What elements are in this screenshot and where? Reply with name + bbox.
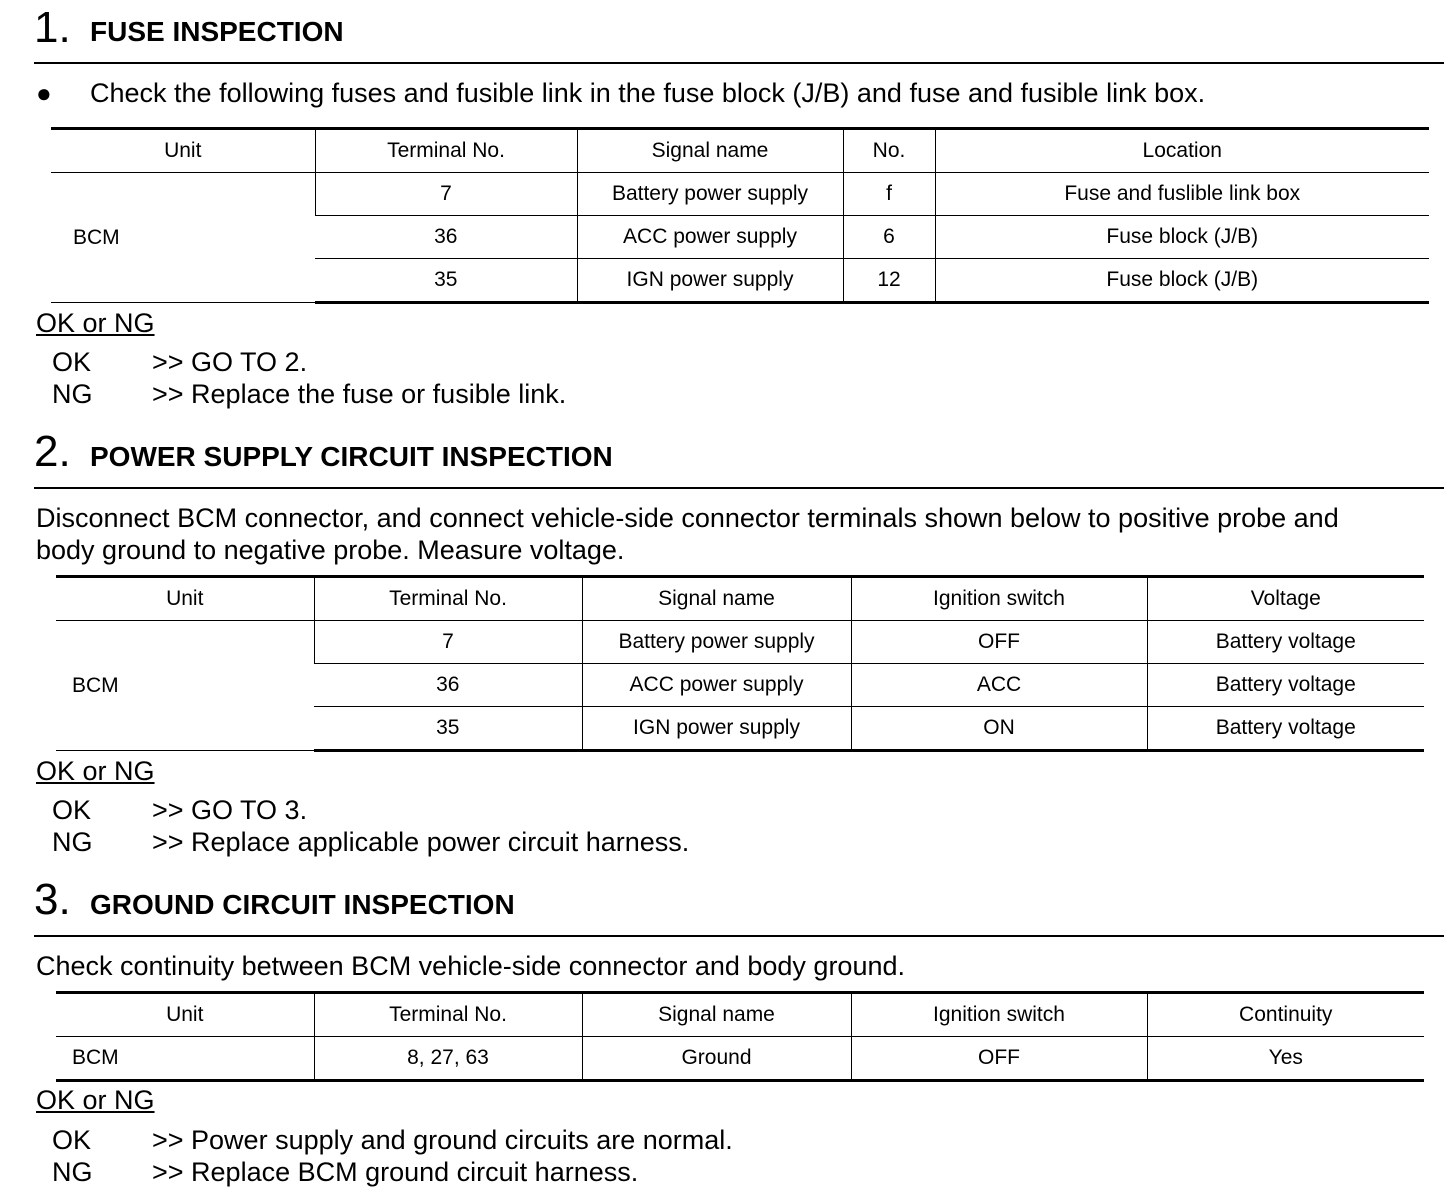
unit-cell: BCM	[51, 173, 315, 303]
header-cell: Continuity	[1147, 993, 1424, 1037]
table-cell: 35	[314, 707, 582, 751]
table-cell: 36	[315, 216, 577, 259]
result-ng-row	[52, 378, 566, 410]
result-key: OK	[52, 1125, 92, 1155]
step-2-instruction	[36, 502, 1339, 566]
result-text: >> Power supply and ground circuits are normal.	[152, 1125, 733, 1155]
instruction-line: body ground to negative probe. Measure voltage.	[36, 535, 625, 565]
step-2-divider	[34, 487, 1444, 489]
result-key: NG	[52, 827, 93, 857]
step-2-result-heading: OK or NG	[36, 756, 155, 786]
header-cell: Ignition switch	[851, 577, 1147, 621]
step-2-results	[52, 794, 689, 858]
step-1-results	[52, 346, 566, 410]
header-cell: Ignition switch	[851, 993, 1147, 1037]
step-3-divider	[34, 935, 1444, 937]
step-2-number: 2.	[34, 427, 71, 476]
header-cell: Terminal No.	[314, 577, 582, 621]
result-text: >> GO TO 2.	[152, 347, 308, 377]
table-cell: Fuse block (J/B)	[935, 216, 1429, 259]
table-header-row	[56, 993, 1424, 1037]
step-3-number: 3.	[34, 875, 71, 924]
table-cell: Fuse block (J/B)	[935, 259, 1429, 303]
table-cell: 7	[314, 621, 582, 664]
result-key: NG	[52, 379, 93, 409]
result-ng-row	[52, 1156, 733, 1188]
unit-cell: BCM	[56, 1037, 314, 1081]
header-cell: Unit	[56, 993, 314, 1037]
result-ng-row	[52, 826, 689, 858]
step-3-title: GROUND CIRCUIT INSPECTION	[90, 889, 515, 920]
step-1-number: 1.	[34, 3, 71, 52]
table-header-row	[51, 129, 1429, 173]
table-cell: Battery voltage	[1147, 664, 1424, 707]
table-cell: 36	[314, 664, 582, 707]
power-supply-table	[56, 575, 1424, 752]
instruction-line: Disconnect BCM connector, and connect vehicle-side connector terminals shown below to positive probe and	[36, 503, 1339, 533]
table-cell: OFF	[851, 1037, 1147, 1081]
step-1-divider	[34, 62, 1444, 64]
result-key: NG	[52, 1157, 93, 1187]
header-cell: Unit	[56, 577, 314, 621]
table-cell: 6	[843, 216, 935, 259]
table-row	[56, 621, 1424, 664]
result-text: >> GO TO 3.	[152, 795, 308, 825]
table-cell: Battery power supply	[582, 621, 851, 664]
table-cell: 12	[843, 259, 935, 303]
header-cell: Location	[935, 129, 1429, 173]
result-text: >> Replace applicable power circuit harness.	[152, 827, 690, 857]
table-cell: OFF	[851, 621, 1147, 664]
result-text: >> Replace the fuse or fusible link.	[152, 379, 567, 409]
step-3-instruction: Check continuity between BCM vehicle-side connector and body ground.	[36, 951, 905, 981]
table-row	[51, 173, 1429, 216]
result-ok-row	[52, 346, 566, 378]
table-cell: Fuse and fuslible link box	[935, 173, 1429, 216]
step-3-result-heading: OK or NG	[36, 1085, 155, 1115]
table-cell: Yes	[1147, 1037, 1424, 1081]
header-cell: Terminal No.	[315, 129, 577, 173]
table-cell: ACC power supply	[582, 664, 851, 707]
table-cell: f	[843, 173, 935, 216]
table-cell: 8, 27, 63	[314, 1037, 582, 1081]
header-cell: Signal name	[577, 129, 843, 173]
unit-cell: BCM	[56, 621, 314, 751]
header-cell: No.	[843, 129, 935, 173]
header-cell: Terminal No.	[314, 993, 582, 1037]
step-2-title: POWER SUPPLY CIRCUIT INSPECTION	[90, 441, 613, 472]
result-ok-row	[52, 1124, 733, 1156]
table-header-row	[56, 577, 1424, 621]
table-cell: ON	[851, 707, 1147, 751]
step-1-title: FUSE INSPECTION	[90, 16, 344, 47]
result-key: OK	[52, 795, 92, 825]
table-cell: Ground	[582, 1037, 851, 1081]
table-cell: 35	[315, 259, 577, 303]
table-cell: ACC power supply	[577, 216, 843, 259]
header-cell: Voltage	[1147, 577, 1424, 621]
table-cell: Battery voltage	[1147, 621, 1424, 664]
header-cell: Signal name	[582, 577, 851, 621]
step-1-result-heading: OK or NG	[36, 308, 155, 338]
table-cell: 7	[315, 173, 577, 216]
table-cell: ACC	[851, 664, 1147, 707]
result-text: >> Replace BCM ground circuit harness.	[152, 1157, 639, 1187]
result-key: OK	[52, 347, 92, 377]
header-cell: Unit	[51, 129, 315, 173]
step-1-instruction: Check the following fuses and fusible link in the fuse block (J/B) and fuse and fusible link box.	[90, 78, 1206, 108]
table-row	[56, 1037, 1424, 1081]
header-cell: Signal name	[582, 993, 851, 1037]
table-cell: Battery voltage	[1147, 707, 1424, 751]
result-ok-row	[52, 794, 689, 826]
table-cell: Battery power supply	[577, 173, 843, 216]
fuse-table	[51, 127, 1429, 304]
bullet-icon: ●	[36, 78, 52, 108]
ground-table	[56, 991, 1424, 1082]
table-cell: IGN power supply	[577, 259, 843, 303]
step-3-results	[52, 1124, 733, 1188]
table-cell: IGN power supply	[582, 707, 851, 751]
